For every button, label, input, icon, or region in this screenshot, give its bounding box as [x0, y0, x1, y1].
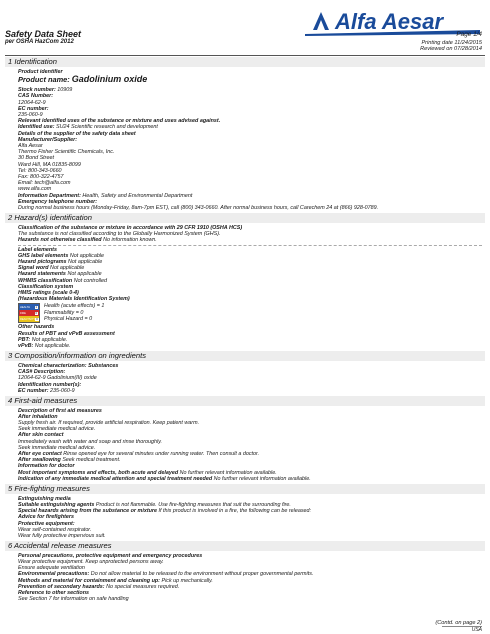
field-value: Not controlled — [73, 277, 107, 284]
field-label: vPvB: — [18, 343, 35, 349]
text-line — [18, 205, 485, 211]
field-label: Information Department: — [18, 192, 83, 199]
section-3-composition-information-on-ingredients — [5, 351, 485, 394]
hmis-rating-block — [18, 303, 485, 323]
hmis-rating-line: Physical Hazard = 0 — [44, 316, 93, 323]
field-label: After inhalation — [18, 413, 58, 420]
field-value: No further relevant information available. — [213, 475, 311, 482]
field-value: Alfa Aesar — [18, 143, 43, 150]
section-body — [5, 361, 485, 394]
header-divider — [5, 55, 485, 56]
dashed-divider — [18, 245, 482, 246]
field-label: Reference to other sections — [18, 590, 89, 597]
section-5-fire-fighting-measures — [5, 484, 485, 539]
text-line — [18, 476, 485, 482]
field-label: Emergency telephone number: — [18, 198, 98, 205]
section-heading: 1 Identification — [5, 57, 485, 67]
product-name-line — [18, 75, 485, 85]
field-value: Not applicable. — [34, 343, 71, 349]
field-value: Health, Safety and Environmental Department — [82, 192, 193, 199]
field-value: SU24 Scientific research and development — [56, 124, 158, 131]
field-label: PBT: — [18, 336, 32, 343]
field-value: Product is not flammable. Use fire-fighting measures that suit the surrounding fire. — [95, 501, 291, 508]
field-label: Identified use: — [18, 124, 57, 131]
field-value: Not applicable. — [31, 336, 68, 343]
text-line — [18, 237, 485, 243]
section-heading: 5 Fire-fighting measures — [5, 484, 485, 494]
field-value: If this product is involved in a fire, the following can be released: — [158, 508, 312, 515]
section-body — [5, 494, 485, 539]
field-label: Signal word — [18, 265, 51, 272]
field-label: CAS Number: — [18, 93, 54, 100]
product-name-value: Gadolinium oxide — [71, 73, 148, 84]
dates-block — [420, 40, 482, 52]
field-label: Stock number: — [18, 87, 58, 94]
section-2-hazard-s-identification — [5, 213, 485, 349]
section-body — [5, 551, 485, 602]
hmis-row-reactivity — [19, 316, 39, 322]
field-value: Not applicable — [67, 271, 102, 278]
field-label: GHS label elements — [18, 252, 70, 259]
field-label: Other hazards — [18, 324, 55, 331]
field-label: Manufacturer/Supplier: — [18, 136, 78, 143]
field-label: Classification of the substance or mixture in accordance with 29 CFR 1910 (OSHA HCS) — [18, 224, 243, 231]
field-label: Relevant identified uses of the substance or mixture and uses advised against. — [18, 118, 221, 125]
field-value: Fax: 800-322-4757 — [18, 174, 64, 181]
field-label: Environmental precautions: — [18, 571, 91, 578]
field-label: Information for doctor — [18, 463, 75, 470]
hmis-category: FIRE — [20, 311, 26, 315]
field-label: Identification number(s): — [18, 381, 82, 388]
hmis-category: REACTIVITY — [20, 317, 36, 321]
field-label: CAS# Description: — [18, 369, 66, 376]
field-label: Description of first aid measures — [18, 407, 102, 414]
hmis-value: 0 — [35, 311, 37, 315]
hmis-value: 0 — [36, 317, 38, 321]
field-value: Supply fresh air. If required, provide artificial respiration. Keep patient warm. — [18, 420, 200, 426]
field-label: (Hazardous Materials Identification System) — [18, 296, 130, 303]
field-label: Label elements — [18, 246, 57, 253]
field-label: Extinguishing media — [18, 495, 71, 502]
logo-text: Alfa Aesar — [335, 9, 444, 34]
field-label: Protective equipment: — [18, 520, 75, 527]
field-value: Immediately wash with water and soap and rinse thoroughly. — [18, 438, 163, 445]
continued-note: (Contd. on page 2) — [435, 620, 482, 626]
field-value: Seek medical treatment. — [62, 457, 121, 464]
section-heading: 4 First-aid measures — [5, 396, 485, 406]
section-body — [5, 406, 485, 482]
field-label: Most important symptoms and effects, both acute and delayed — [18, 469, 180, 476]
field-label: Prevention of secondary hazards: — [18, 583, 107, 590]
field-value: No special measures required. — [106, 583, 180, 590]
text-line — [18, 296, 485, 302]
hmis-value: 1 — [35, 305, 37, 309]
field-value: Tel: 800-343-0660 — [18, 167, 62, 174]
field-value: Wear fully protective impervious suit. — [18, 532, 106, 539]
field-value: Pick up mechanically. — [161, 577, 213, 584]
field-value: No further relevant information available. — [179, 469, 277, 476]
field-value: 10909 — [57, 87, 73, 94]
hmis-rating-text — [44, 303, 104, 322]
field-value: 235-060-9 — [18, 112, 43, 119]
product-name-label: Product name: — [18, 74, 72, 84]
field-label: Personal precautions, protective equipment and emergency procedures — [18, 552, 203, 559]
hmis-label-graphic — [18, 303, 40, 323]
field-label: EC number: — [18, 387, 51, 394]
section-heading: 6 Accidental release measures — [5, 541, 485, 551]
section-heading: 3 Composition/information on ingredients — [5, 351, 485, 361]
field-value: Thermo Fisher Scientific Chemicals, Inc. — [18, 149, 115, 156]
field-label: Hazards not otherwise classified — [18, 237, 104, 244]
text-line — [18, 388, 485, 394]
hmis-rating-line: Health (acute effects) = 1 — [44, 303, 105, 310]
text-line — [18, 343, 485, 349]
document-subtitle: per OSHA HazCom 2012 — [5, 39, 74, 45]
field-label: Advice for firefighters — [18, 514, 75, 521]
field-value: The substance is not classified according to the Globally Harmonized System (GHS). — [18, 231, 221, 238]
field-value: Email: tech@alfa.com — [18, 180, 71, 187]
page-number: Page 1/4 — [456, 31, 482, 38]
field-value: No information known. — [103, 237, 157, 244]
reviewed-date: Reviewed on 07/28/2014 — [420, 46, 482, 53]
field-label: Special hazards arising from the substance or mixture — [18, 508, 159, 515]
text-line — [18, 533, 485, 539]
field-label: Suitable extinguishing agents — [18, 501, 96, 508]
field-label: Indication of any immediate medical attention and special treatment needed — [18, 475, 214, 482]
section-body — [5, 67, 485, 211]
field-label: Product identifier — [18, 68, 63, 75]
field-value: 30 Bond Street — [18, 155, 54, 162]
section-heading: 2 Hazard(s) identification — [5, 213, 485, 223]
hmis-category: HEALTH — [20, 305, 31, 309]
field-value: Wear self-contained respirator. — [18, 526, 92, 533]
field-label: After skin contact — [18, 432, 64, 439]
field-value: Not applicable — [68, 258, 103, 265]
field-label: EC number: — [18, 105, 49, 112]
field-label: After swallowing — [18, 457, 63, 464]
field-value: 12064-62-9 — [18, 99, 46, 106]
printing-date: Printing date 11/24/2015 — [421, 40, 482, 46]
field-value: www.alfa.com — [18, 186, 52, 193]
field-value: Not applicable — [50, 265, 85, 272]
country-label: USA — [471, 627, 482, 633]
field-value: 235-060-9 — [50, 387, 75, 394]
field-label: Classification system — [18, 283, 74, 290]
section-body — [5, 223, 485, 349]
field-label: Chemical characterization: Substances — [18, 362, 119, 369]
field-value: Rinse opened eye for several minutes under running water. Then consult a doctor. — [63, 451, 260, 458]
field-label: Hazard pictograms — [18, 258, 69, 265]
field-value: Do not allow material to be released to the environment without proper governmental permits. — [90, 571, 314, 578]
text-line — [18, 596, 485, 602]
sds-content — [5, 57, 485, 605]
field-value: See Section 7 for information on safe handling — [18, 596, 129, 603]
section-1-identification — [5, 57, 485, 211]
field-label: Methods and material for containment and cleaning up: — [18, 577, 162, 584]
field-value: 12064-62-9 Gadolinium(III) oxide — [18, 375, 97, 382]
section-4-first-aid-measures — [5, 396, 485, 482]
field-value: During normal business hours (Monday-Friday, 8am-7pm EST), call (800) 343-0660. After normal business hours, call Carechem 24 at (866) 928-0789. — [18, 205, 379, 212]
field-value: Seek immediate medical advice. — [18, 444, 96, 451]
hmis-rating-line: Flammability = 0 — [44, 309, 84, 316]
document-title: Safety Data Sheet — [5, 29, 82, 39]
field-label: WHMIS classification — [18, 277, 74, 284]
field-label: Hazard statements — [18, 271, 68, 278]
field-label: HMIS ratings (scale 0-4) — [18, 289, 79, 296]
field-value: Ward Hill, MA 01835-8099 — [18, 161, 81, 168]
field-label: After eye contact — [18, 451, 64, 458]
alfa-aesar-logo — [305, 8, 480, 36]
field-value: Ensure adequate ventilation — [18, 565, 85, 572]
field-value: Not applicable — [69, 252, 105, 259]
field-label: Details of the supplier of the safety data sheet — [18, 130, 136, 137]
field-value: Seek immediate medical advice. — [18, 426, 96, 433]
field-label: Results of PBT and vPvB assessment — [18, 330, 115, 337]
field-value: Wear protective equipment. Keep unprotected persons away. — [18, 559, 164, 566]
section-6-accidental-release-measures — [5, 541, 485, 602]
